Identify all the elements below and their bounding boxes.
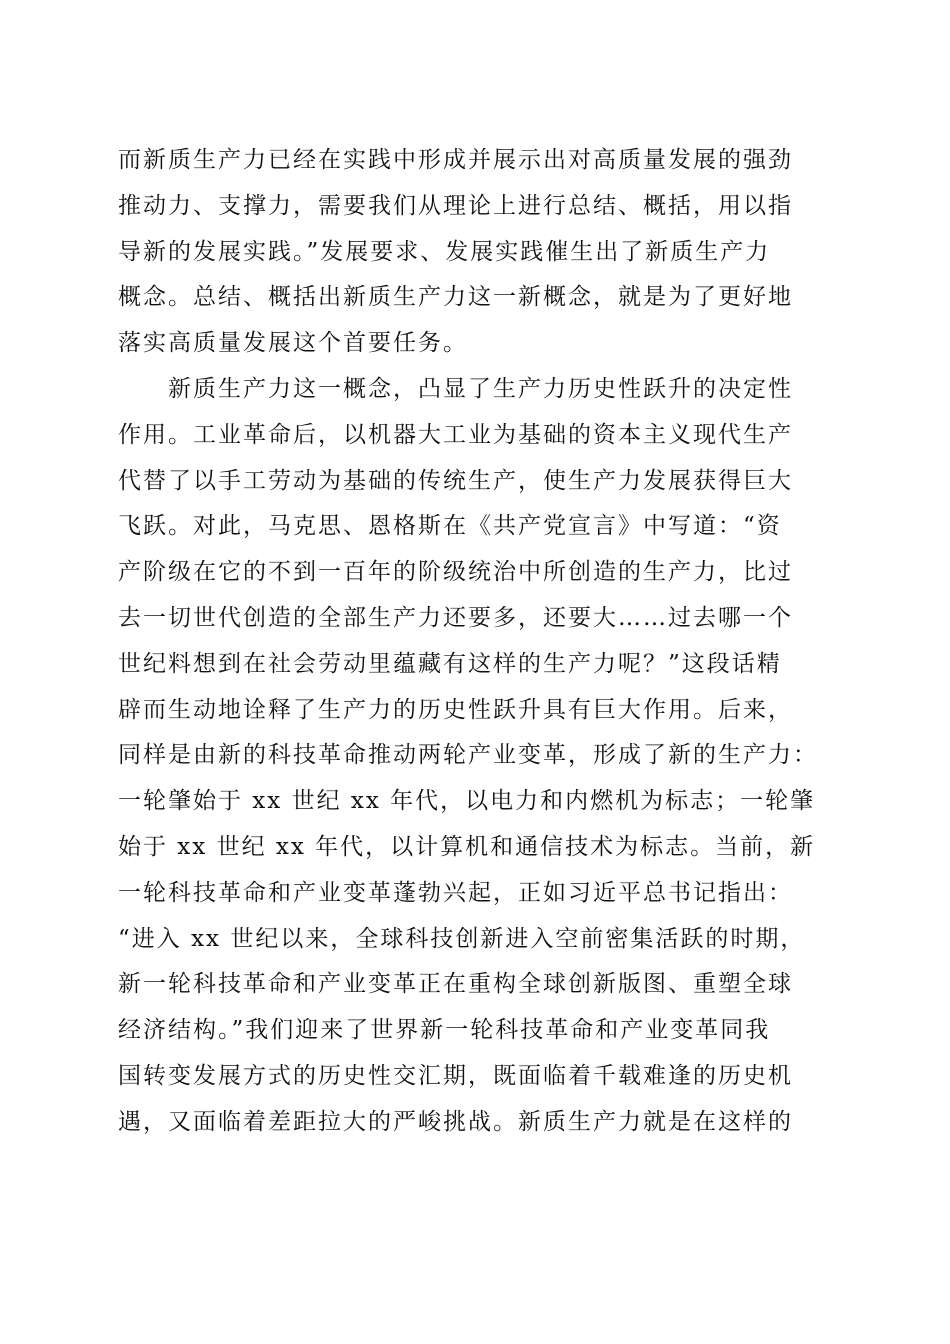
text-line: 经济结构。”我们迎来了世界新一轮科技革命和产业变革同我 (118, 1017, 771, 1044)
text-line: 同样是由新的科技革命推动两轮产业变革，形成了新的生产力： (118, 742, 818, 769)
text-line: 新质生产力这一概念，凸显了生产力历史性跃升的决定性 (118, 375, 793, 402)
text-line: 而新质生产力已经在实践中形成并展示出对高质量发展的强劲 (118, 147, 793, 173)
text-line: 概念。总结、概括出新质生产力这一新概念，就是为了更好地 (118, 284, 793, 311)
text-line: 新一轮科技革命和产业变革正在重构全球创新版图、重塑全球 (118, 971, 793, 998)
text-line: 去一切世代创造的全部生产力还要多，还要大……过去哪一个 (118, 604, 793, 631)
text-line: 国转变发展方式的历史性交汇期，既面临着千载难逢的历史机 (118, 1062, 793, 1089)
text-line: 一轮科技革命和产业变革蓬勃兴起，正如习近平总书记指出： (118, 879, 793, 906)
text-line: 世纪料想到在社会劳动里蕴藏有这样的生产力呢？”这段话精 (118, 650, 782, 677)
text-line: 产阶级在它的不到一百年的阶级统治中所创造的生产力，比过 (118, 559, 793, 586)
text-line: 导新的发展实践。”发展要求、发展实践催生出了新质生产力 (118, 238, 771, 265)
text-line: “进入 xx 世纪以来，全球科技创新进入空前密集活跃的时期， (118, 925, 806, 952)
text-line: 代替了以手工劳动为基础的传统生产，使生产力发展获得巨大 (118, 467, 793, 494)
text-line: 辟而生动地诠释了生产力的历史性跃升具有巨大作用。后来， (118, 696, 793, 723)
text-line: 遇，又面临着差距拉大的严峻挑战。新质生产力就是在这样的 (118, 1108, 793, 1135)
body-text (118, 138, 838, 1146)
text-line: 始于 xx 世纪 xx 年代，以计算机和通信技术为标志。当前，新 (118, 833, 816, 860)
text-line: 一轮肇始于 xx 世纪 xx 年代，以电力和内燃机为标志；一轮肇 (118, 788, 816, 815)
text-line: 推动力、支撑力，需要我们从理论上进行总结、概括，用以指 (118, 192, 793, 219)
text-line: 飞跃。对此，马克思、恩格斯在《共产党宣言》中写道：“资 (118, 513, 782, 540)
text-line: 落实高质量发展这个首要任务。 (118, 330, 468, 357)
text-line: 作用。工业革命后，以机器大工业为基础的资本主义现代生产 (118, 421, 793, 448)
